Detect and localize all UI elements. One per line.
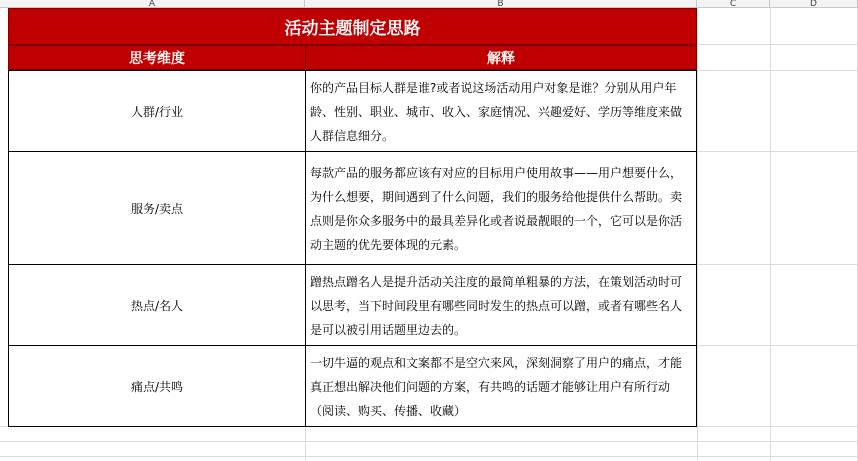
dimension-text: 人群/行业	[130, 104, 184, 119]
table-title[interactable]	[8, 8, 697, 45]
gridline	[697, 264, 858, 265]
table-row-dimension[interactable]	[8, 345, 306, 427]
gridline	[697, 345, 858, 346]
column-header-b[interactable]: B	[305, 0, 697, 7]
explanation-text: 蹭热点蹭名人是提升活动关注度的最简单粗暴的方法，在策划活动时可以思考，当下时间段里有哪些同时发生的热点可以蹭，或者有哪些名人是可以被引用话题里边去的。	[310, 275, 683, 337]
gridline	[697, 70, 858, 71]
column-header-bar	[0, 0, 858, 8]
gridline	[770, 8, 771, 461]
table-row-explanation[interactable]	[305, 264, 697, 346]
dimension-text: 痛点/共鸣	[130, 379, 184, 394]
table-row-explanation[interactable]	[305, 345, 697, 427]
table-row-explanation[interactable]	[305, 151, 697, 265]
dimension-text: 热点/名人	[130, 298, 184, 313]
dimension-text: 服务/卖点	[130, 201, 184, 216]
header-dimension[interactable]	[8, 45, 306, 70]
header-explanation[interactable]	[305, 45, 697, 70]
gridline	[697, 8, 698, 461]
column-header-d[interactable]: D	[770, 0, 858, 7]
explanation-text: 一切牛逼的观点和文案都不是空穴来风，深刻洞察了用户的痛点，才能真正想出解决他们问题的方案，有共鸣的话题才能够让用户有所行动（阅读、购买、传播、收藏）	[310, 356, 683, 418]
column-header-a[interactable]: A	[0, 0, 305, 7]
header-explanation-text: 解释	[487, 50, 515, 67]
table-row-dimension[interactable]	[8, 264, 306, 346]
explanation-text: 你的产品目标人群是谁?或者说这场活动用户对象是谁？分别从用户年龄、性别、职业、城市、收入、家庭情况、兴趣爱好、学历等维度来做人群信息细分。	[310, 81, 683, 143]
gridline	[305, 427, 306, 461]
gridline	[0, 456, 858, 457]
table-row-dimension[interactable]	[8, 151, 306, 265]
table-row-dimension[interactable]	[8, 70, 306, 152]
column-header-c[interactable]: C	[697, 0, 770, 7]
gridline	[697, 44, 858, 45]
gridline	[697, 151, 858, 152]
table-row-explanation[interactable]	[305, 70, 697, 152]
table-title-text: 活动主题制定思路	[284, 19, 421, 39]
gridline	[0, 441, 858, 442]
header-dimension-text: 思考维度	[129, 50, 185, 67]
explanation-text: 每款产品的服务都应该有对应的目标用户使用故事——用户想要什么，为什么想要，期间遇到了什么问题，我们的服务给他提供什么帮助。卖点则是你众多服务中的最具差异化或者说最靓眼的一个，它可以是你活动主题的优先要体现的元素。	[310, 166, 683, 252]
